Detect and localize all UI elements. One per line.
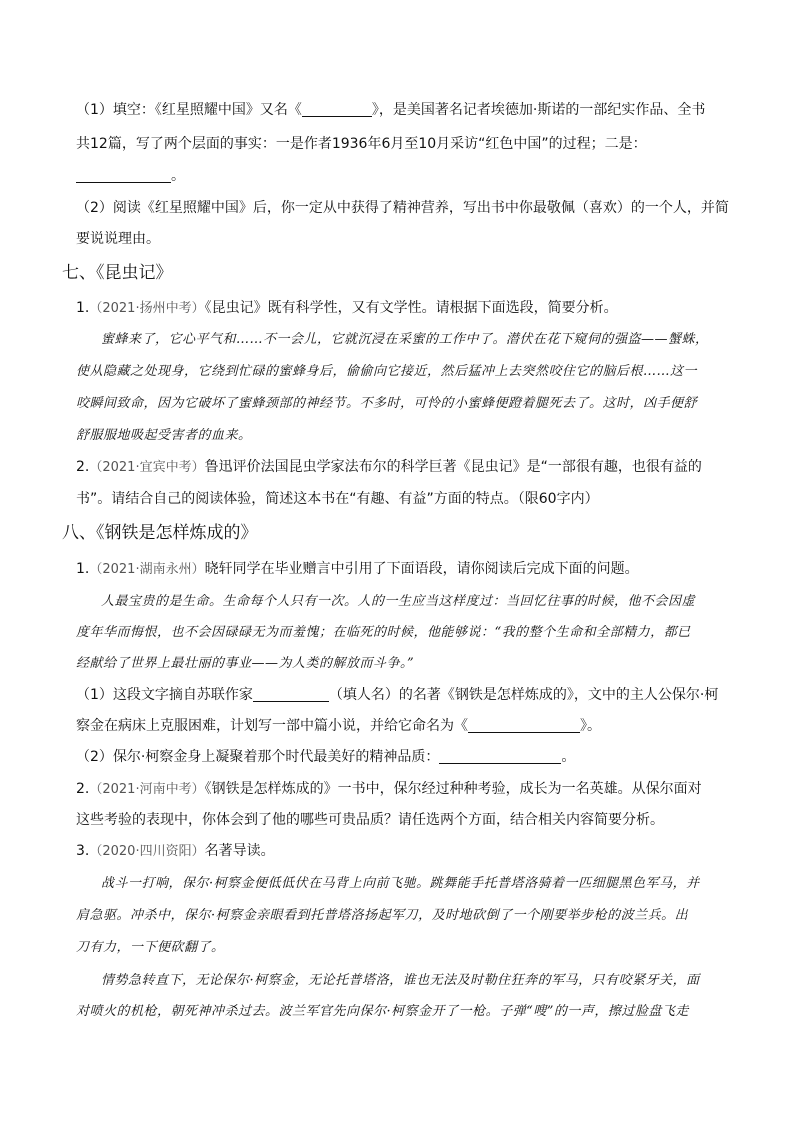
s8-item2-line-1 bbox=[76, 780, 702, 799]
question-text: 《钢铁是怎样炼成的》一书中，保尔经过种种考验，成长为一名英雄。从保尔面对 bbox=[204, 781, 702, 797]
item-number: 1. bbox=[76, 300, 90, 316]
sub-question-text: （填人名）的名著《钢铁是怎样炼成的》，文中的主人公保尔·柯 bbox=[328, 687, 719, 703]
sub-question-text: （2）保尔·柯察金身上凝聚着那个时代最美好的精神品质： bbox=[76, 749, 440, 765]
section-heading-8: 八、《钢铁是怎样炼成的》 bbox=[62, 523, 258, 543]
question-source: （2021·湖南永州） bbox=[89, 562, 205, 577]
s8-item1-header bbox=[76, 560, 639, 579]
q1-line-2: 共12篇，写了两个层面的事实：一是作者1936年6月至10月采访“红色中国”的过程；二是： bbox=[76, 136, 647, 152]
answer-blank[interactable] bbox=[76, 168, 171, 183]
s8-item2-line-2: 这些考验的表现中，你体会到了他的哪些可贵品质？请任选两个方面，结合相关内容简要分析。 bbox=[76, 812, 664, 828]
q2-line-1: （2）阅读《红星照耀中国》后，你一定从中获得了精神营养，写出书中你最敬佩（喜欢）的一个人，并简 bbox=[76, 200, 729, 216]
s7-item1-header bbox=[76, 299, 618, 318]
question-text: 晓轩同学在毕业赠言中引用了下面语段，请你阅读后完成下面的问题。 bbox=[204, 561, 639, 577]
item-number: 2. bbox=[76, 781, 90, 797]
question-source: （2020·四川资阳） bbox=[89, 844, 205, 859]
q1-text-a: （1）填空：《红星照耀中国》又名《 bbox=[76, 102, 302, 118]
s8-item3-header bbox=[76, 842, 275, 861]
answer-blank[interactable] bbox=[302, 102, 372, 117]
question-source: （2021·河南中考） bbox=[89, 782, 205, 797]
question-source: （2021·宜宾中考） bbox=[89, 460, 205, 475]
s8-sub1-line-2 bbox=[76, 717, 601, 735]
s7-item2-line-1 bbox=[76, 458, 702, 477]
sub-question-text: 》。 bbox=[580, 718, 601, 734]
s7-passage-line-1: 蜜蜂来了，它心平气和……不一会儿，它就沉浸在采蜜的工作中了。潜伏在花下窥伺的强盗——蟹蛛， bbox=[101, 332, 709, 347]
s8-passage-line-2: 度年华而悔恨，也不会因碌碌无为而羞愧；在临死的时候，他能够说：“我的整个生命和全部精力，都已 bbox=[76, 625, 691, 640]
answer-blank[interactable] bbox=[468, 718, 580, 733]
q1-line-1 bbox=[76, 101, 705, 119]
s8-item3-passage-line-1: 战斗一打响，保尔·柯察金便低低伏在马背上向前飞驰。跳舞能手托普塔洛骑着一匹细腿黑色军马，并 bbox=[101, 876, 700, 891]
s8-item3-passage-line-4: 情势急转直下，无论保尔·柯察金，无论托普塔洛，谁也无法及时勒住狂奔的军马，只有咬紧牙关，面 bbox=[101, 973, 700, 988]
answer-blank[interactable] bbox=[253, 687, 329, 702]
s8-sub2-line bbox=[76, 748, 575, 766]
q1-text-end: 。 bbox=[171, 168, 185, 184]
item-number: 3. bbox=[76, 843, 90, 859]
s8-passage-line-1: 人最宝贵的是生命。生命每个人只有一次。人的一生应当这样度过：当回忆往事的时候，他不会因虚 bbox=[101, 594, 696, 609]
s8-item3-passage-line-2: 肩急驱。冲杀中，保尔·柯察金亲眼看到托普塔洛扬起军刀，及时地砍倒了一个刚要举步枪的波兰兵。出 bbox=[76, 908, 689, 923]
q1-line-3 bbox=[76, 167, 185, 185]
s7-item2-line-2: 书”。请结合自己的阅读体验，简述这本书在“有趣、有益”方面的特点。（限60字内） bbox=[76, 491, 599, 507]
q2-line-2: 要说说理由。 bbox=[76, 231, 160, 247]
q1-text-b: 》，是美国著名记者埃德加·斯诺的一部纪实作品、全书 bbox=[371, 102, 706, 118]
sub-question-text: 察金在病床上克服困难，计划写一部中篇小说，并给它命名为《 bbox=[76, 718, 468, 734]
section-heading-7: 七、《昆虫记》 bbox=[62, 263, 173, 283]
s7-passage-line-3: 咬瞬间致命，因为它破坏了蜜蜂颈部的神经节。不多时，可怜的小蜜蜂便蹬着腿死去了。这时，凶手便舒 bbox=[76, 396, 698, 411]
s8-passage-line-3: 经献给了世界上最壮丽的事业——为人类的解放而斗争。” bbox=[76, 656, 415, 671]
answer-blank[interactable] bbox=[439, 749, 561, 764]
s8-item3-passage-line-5: 对喷火的机枪，朝死神冲杀过去。波兰军官先向保尔·柯察金开了一枪。子弹“嗖”的一声，擦过脸盘飞走 bbox=[76, 1004, 689, 1019]
s8-sub1-line-1 bbox=[76, 686, 718, 704]
question-text: 名著导读。 bbox=[204, 843, 275, 859]
item-number: 2. bbox=[76, 459, 90, 475]
sub-question-text: （1）这段文字摘自苏联作家 bbox=[76, 687, 253, 703]
s7-passage-line-4: 舒服服地吸起受害者的血来。 bbox=[76, 428, 252, 443]
sub-question-text: 。 bbox=[561, 749, 576, 765]
question-text: 鲁迅评价法国昆虫学家法布尔的科学巨著《昆虫记》是“一部很有趣，也很有益的 bbox=[204, 459, 702, 475]
question-text: 《昆虫记》既有科学性，又有文学性。请根据下面选段，简要分析。 bbox=[204, 300, 618, 316]
s7-passage-line-2: 使从隐藏之处现身，它绕到忙碌的蜜蜂身后，偷偷向它接近，然后猛冲上去突然咬住它的脑后根……这一 bbox=[76, 364, 698, 379]
question-source: （2021·扬州中考） bbox=[89, 301, 205, 316]
item-number: 1. bbox=[76, 561, 90, 577]
s8-item3-passage-line-3: 刀有力，一下便砍翻了。 bbox=[76, 940, 225, 955]
